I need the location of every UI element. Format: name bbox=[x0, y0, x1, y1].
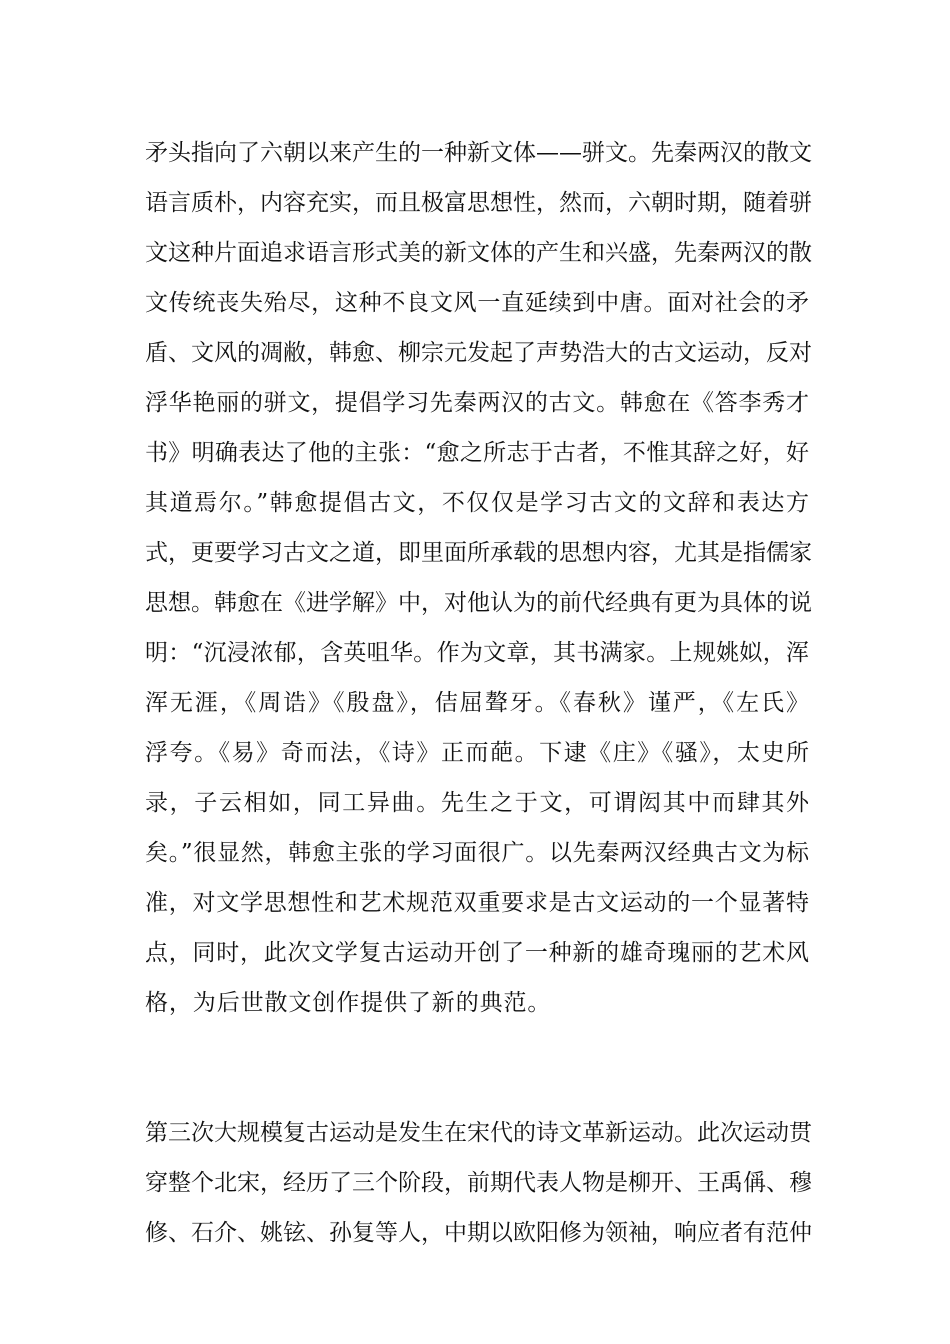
paragraph-line: 录，子云相如，同工异曲。先生之于文，可谓闳其中而肆其外 bbox=[145, 790, 809, 816]
paragraph-line: 明：“沉浸浓郁，含英咀华。作为文章，其书满家。上规姚姒，浑 bbox=[145, 640, 809, 666]
paragraph-line: 矣。”很显然，韩愈主张的学习面很广。以先秦两汉经典古文为标 bbox=[145, 840, 809, 866]
paragraph-line: 浮华艳丽的骈文，提倡学习先秦两汉的古文。韩愈在《答李秀才 bbox=[145, 390, 809, 416]
paragraph-line: 浑无涯，《周诰》《殷盘》，佶屈聱牙。《春秋》谨严，《左氏》 bbox=[145, 690, 809, 716]
paragraph-line: 准，对文学思想性和艺术规范双重要求是古文运动的一个显著特 bbox=[145, 890, 809, 916]
paragraph-line: 书》明确表达了他的主张：“愈之所志于古者，不惟其辞之好，好 bbox=[145, 440, 809, 466]
paragraph-line: 点，同时，此次文学复古运动开创了一种新的雄奇瑰丽的艺术风 bbox=[145, 940, 809, 966]
paragraph-line: 式，更要学习古文之道，即里面所承载的思想内容，尤其是指儒家 bbox=[145, 540, 812, 566]
paragraph-line: 其道焉尔。”韩愈提倡古文，不仅仅是学习古文的文辞和表达方 bbox=[145, 490, 809, 516]
paragraph-line: 文传统丧失殆尽，这种不良文风一直延续到中唐。面对社会的矛 bbox=[145, 290, 809, 316]
paragraph-line: 矛头指向了六朝以来产生的一种新文体——骈文。先秦两汉的散文 bbox=[145, 140, 812, 166]
paragraph-line: 盾、文风的凋敝，韩愈、柳宗元发起了声势浩大的古文运动，反对 bbox=[145, 340, 812, 366]
paragraph-line: 穿整个北宋，经历了三个阶段，前期代表人物是柳开、王禹偁、穆 bbox=[145, 1170, 812, 1196]
paragraph-line: 思想。韩愈在《进学解》中，对他认为的前代经典有更为具体的说 bbox=[145, 590, 812, 616]
paragraph-line: 格，为后世散文创作提供了新的典范。 bbox=[145, 990, 552, 1016]
paragraph-line: 第三次大规模复古运动是发生在宋代的诗文革新运动。此次运动贯 bbox=[145, 1120, 812, 1146]
paragraph-line: 语言质朴，内容充实，而且极富思想性，然而，六朝时期，随着骈 bbox=[145, 190, 812, 216]
paragraph-line: 文这种片面追求语言形式美的新文体的产生和兴盛，先秦两汉的散 bbox=[145, 240, 812, 266]
paragraph-line: 浮夸。《易》奇而法，《诗》正而葩。下逮《庄》《骚》，太史所 bbox=[145, 740, 809, 766]
paragraph-line: 修、石介、姚铉、孙复等人，中期以欧阳修为领袖，响应者有范仲 bbox=[145, 1220, 812, 1246]
